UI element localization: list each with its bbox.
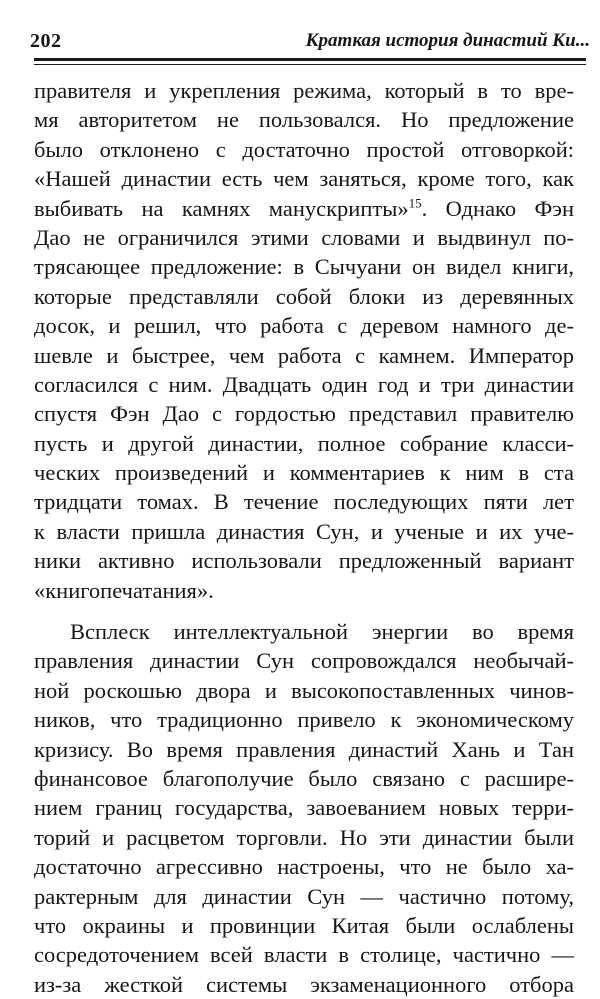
text-line: правителя и укрепления режима, который в то вре- (34, 78, 574, 103)
footnote-marker[interactable]: 15 (408, 195, 422, 211)
text-line: было отклонено с достаточно простой отговоркой: (34, 136, 574, 162)
text-line: спустя Фэн Дао с гордостью представил правителю (34, 401, 574, 427)
text-line: «Нашей династии есть чем заняться, кроме того, как (34, 166, 574, 192)
text-line: ной роскошью двора и высокопоставленных чинов- (34, 677, 574, 703)
text-line: сосредоточением всей власти в столице, частично — (34, 942, 574, 968)
text-line: трясающее предложение: в Сычуани он видел книги, (34, 254, 574, 280)
text-fragment: выбивать на камнях манускрипты» (34, 195, 409, 221)
text-line: «книгопечатания». (34, 577, 214, 603)
paragraph-1 (34, 76, 574, 605)
text-line: ников, что традиционно привело к экономическому (34, 707, 574, 733)
text-line: торий и расцветом торговли. Но эти династии были (34, 824, 574, 850)
text-fragment: . Однако Фэн (421, 195, 574, 221)
text-line: согласился с ним. Двадцать один год и три династии (34, 371, 574, 397)
text-line: ческих произведений и комментариев к ним в ста (34, 460, 574, 486)
paragraph-2 (34, 617, 574, 999)
text-line: финансовое благополучие было связано с расшире- (34, 765, 574, 791)
text-line: кризису. Во время правления династий Хань и Тан (34, 736, 574, 762)
text-line: мя авторитетом не пользовался. Но предложение (34, 107, 574, 133)
text-line: достаточно агрессивно настроены, что не было ха- (34, 854, 574, 880)
running-title: Краткая история династий Ки... (305, 30, 590, 51)
page-number: 202 (30, 30, 62, 52)
text-line: шевле и быстрее, чем работа с камнем. Император (34, 342, 574, 368)
page-header (30, 26, 590, 56)
header-rule-thin (34, 64, 586, 65)
text-line-with-footnote (34, 194, 574, 223)
text-line: из-за жесткой системы экзаменационного отбора (34, 971, 574, 997)
header-rule (34, 58, 586, 61)
text-line: рактерным для династии Сун — частично потому, (34, 883, 574, 909)
text-line: нием границ государства, завоеванием новых терри- (34, 795, 574, 821)
paragraph-gap (34, 605, 574, 617)
text-line: пусть и другой династии, полное собрание класси- (34, 430, 574, 456)
text-line: Дао не ограничился этими словами и выдвинул по- (34, 224, 574, 250)
text-line: ники активно использовали предложенный вариант (34, 548, 574, 574)
text-line: правления династии Сун сопровождался необычай- (34, 648, 574, 674)
body-text (34, 76, 574, 999)
text-line: что окраины и провинции Китая были ослаблены (34, 912, 574, 938)
text-line: Всплеск интеллектуальной энергии во время (70, 619, 574, 645)
text-line: к власти пришла династия Сун, и ученые и их уче- (34, 518, 574, 544)
text-line: тридцати томах. В течение последующих пяти лет (34, 489, 574, 515)
text-line: которые представляли собой блоки из деревянных (34, 283, 574, 309)
text-line: досок, и решил, что работа с деревом намного де- (34, 313, 574, 339)
